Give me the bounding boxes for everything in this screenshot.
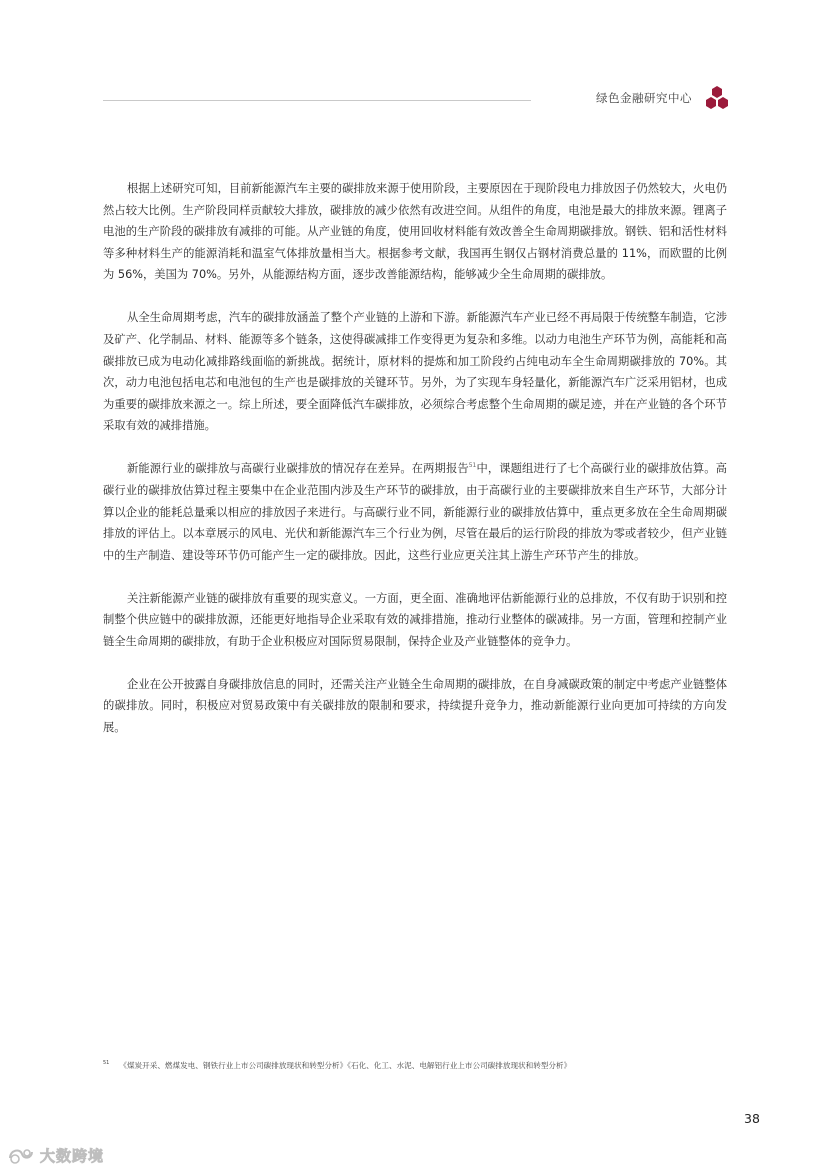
header-title: 绿色金融研究中心: [596, 91, 692, 105]
paragraph-text: 新能源行业的碳排放与高碳行业碳排放的情况存在差异。在两期报告: [127, 462, 469, 476]
paragraph: 从全生命周期考虑，汽车的碳排放涵盖了整个产业链的上游和下游。新能源汽车产业已经不再局限于传统整车制造，它涉及矿产、化学制品、材料、能源等多个链条，这使得碳减排工作变得更为复杂和多维。以动力电池生产环节为例，高能耗和高碳排放已成为电动化减排路线面临的新挑战。据统计，原材料的提炼和加工阶段约占纯电动车全生命周期碳排放的 70%。其次，动力电池包括电芯和电池包的生产也是碳排放的关键环节。另外，为了实现车身轻量化，新能源汽车广泛采用铝材，也成为重要的碳排放来源之一。综上所述，要全面降低汽车碳排放，必须综合考虑整个生命周期的碳足迹，并在产业链的各个环节采取有效的减排措施。: [103, 311, 727, 433]
paragraph: 根据上述研究可知，目前新能源汽车主要的碳排放来源于使用阶段，主要原因在于现阶段电力排放因子仍然较大，火电仍然占较大比例。生产阶段同样贡献较大排放，碳排放的减少依然有改进空间。从组件的角度，电池是最大的排放来源。锂离子电池的生产阶段的碳排放有减排的可能。从产业链的角度，使用回收材料能有效改善全生命周期碳排放。钢铁、铝和活性材料等多种材料生产的能源消耗和温室气体排放量相当大。根据参考文献，我国再生钢仅占钢材消费总量的 11%，而欧盟的比例为 56%，美国为 70%。另外，从能源结构方面，逐步改善能源结构，能够减少全生命周期的碳排放。: [103, 182, 727, 282]
watermark: [6, 1142, 104, 1168]
paragraph: 关注新能源产业链的碳排放有重要的现实意义。一方面，更全面、准确地评估新能源行业的总排放，不仅有助于识别和控制整个供应链中的碳排放源，还能更好地指导企业采取有效的减排措施，推动行业整体的碳减排。另一方面，管理和控制产业链全生命周期的碳排放，有助于企业积极应对国际贸易限制，保持企业及产业链整体的竞争力。: [103, 591, 727, 648]
paragraph-text: 中，课题组进行了七个高碳行业的碳排放估算。高碳行业的碳排放估算过程主要集中在企业范围内涉及生产环节的碳排放，由于高碳行业的主要碳排放来自生产环节，大部分计算以企业的能耗总量乘以相应的排放因子来进行。与高碳行业不同，新能源行业的碳排放估算中，重点更多放在全生命周期碳排放的评估上。以本章展示的风电、光伏和新能源汽车三个行业为例，尽管在最后的运行阶段的排放为零或者较少，但产业链中的生产制造、建设等环节仍可能产生一定的碳排放。因此，这些行业应更关注其上游生产环节产生的排放。: [103, 462, 727, 562]
page-number: 38: [744, 1111, 760, 1126]
footnote: [103, 1060, 743, 1071]
logo-hexagon-icon: [702, 85, 732, 113]
footnote-text: 《煤炭开采、燃煤发电、钢铁行业上市公司碳排放现状和转型分析》《石化、化工、水泥、电解铝行业上市公司碳排放现状和转型分析》: [119, 1061, 572, 1070]
footnote-reference[interactable]: 51: [468, 462, 477, 470]
watermark-text: 大数跨境: [40, 1146, 105, 1165]
paragraph: 企业在公开披露自身碳排放信息的同时，还需关注产业链全生命周期的碳排放，在自身减碳政策的制定中考虑产业链整体的碳排放。同时，积极应对贸易政策中有关碳排放的限制和要求，持续提升竞争力，推动新能源行业向更加可持续的方向发展。: [103, 677, 727, 735]
body-text: [103, 178, 727, 760]
header-divider: [103, 100, 531, 101]
paragraph: [103, 458, 727, 566]
logo-swirl-icon: [6, 1144, 36, 1166]
footnote-number: 51: [103, 1060, 110, 1067]
